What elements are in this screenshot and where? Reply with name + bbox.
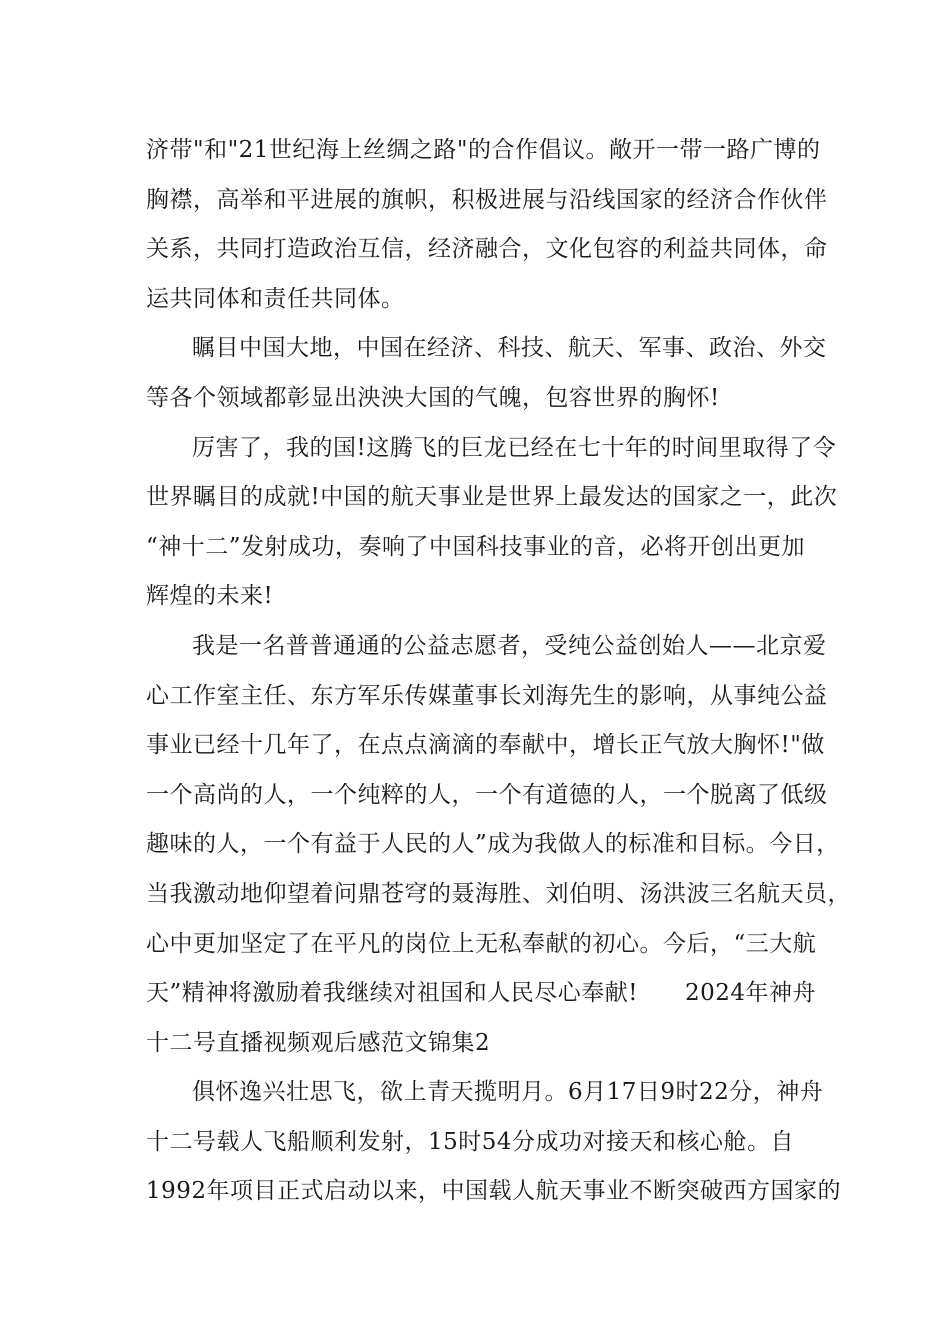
text-line: “神十二”发射成功，奏响了中国科技事业的音，必将开创出更加	[146, 533, 806, 560]
text-line: 济带"和"21世纪海上丝绸之路"的合作倡议。敞开一带一路广博的	[146, 137, 821, 163]
text-line: 世界瞩目的成就!中国的航天事业是世界上最发达的国家之一，此次	[146, 484, 838, 511]
section-heading-line: 十二号直播视频观后感范文锦集2	[146, 1029, 491, 1056]
text-line: 趣味的人，一个有益于人民的人”成为我做人的标准和目标。今日，	[146, 831, 840, 858]
paragraph-first-line: 瞩目中国大地，中国在经济、科技、航天、军事、政治、外交	[192, 335, 827, 362]
text-line: 运共同体和责任共同体。	[146, 285, 405, 312]
text-line: 辉煌的未来!	[146, 583, 274, 610]
body-text	[146, 126, 851, 1217]
text-line: 心工作室主任、东方军乐传媒董事长刘海先生的影响，从事纯公益	[146, 682, 828, 709]
text-line: 当我激动地仰望着问鼎苍穹的聂海胜、刘伯明、汤洪波三名航天员，	[146, 880, 851, 907]
text-line: 1992年项目正式启动以来，中国载人航天事业不断突破西方国家的	[146, 1178, 842, 1205]
text-line: 关系，共同打造政治互信，经济融合，文化包容的利益共同体，命	[146, 236, 828, 263]
text-line: 胸襟，高举和平进展的旗帜，积极进展与沿线国家的经济合作伙伴	[146, 186, 828, 213]
text-line: 事业已经十几年了，在点点滴滴的奉献中，增长正气放大胸怀!"做	[146, 732, 825, 759]
text-line: 一个高尚的人，一个纯粹的人，一个有道德的人，一个脱离了低级	[146, 781, 828, 808]
paragraph-first-line: 我是一名普普通通的公益志愿者，受纯公益创始人——北京爱	[192, 632, 827, 659]
text-line: 等各个领域都彰显出泱泱大国的气魄，包容世界的胸怀!	[146, 384, 720, 411]
paragraph-first-line: 厉害了，我的国!这腾飞的巨龙已经在七十年的时间里取得了令	[192, 434, 837, 461]
text-line: 十二号载人飞船顺利发射，15时54分成功对接天和核心舱。自	[146, 1128, 795, 1155]
paragraph-first-line: 俱怀逸兴壮思飞，欲上青天揽明月。6月17日9时22分，神舟	[192, 1079, 824, 1106]
text-line: 天”精神将激励着我继续对祖国和人民尽心奉献! 2024年神舟	[146, 980, 817, 1007]
text-line: 心中更加坚定了在平凡的岗位上无私奉献的初心。今后，“三大航	[146, 930, 817, 957]
